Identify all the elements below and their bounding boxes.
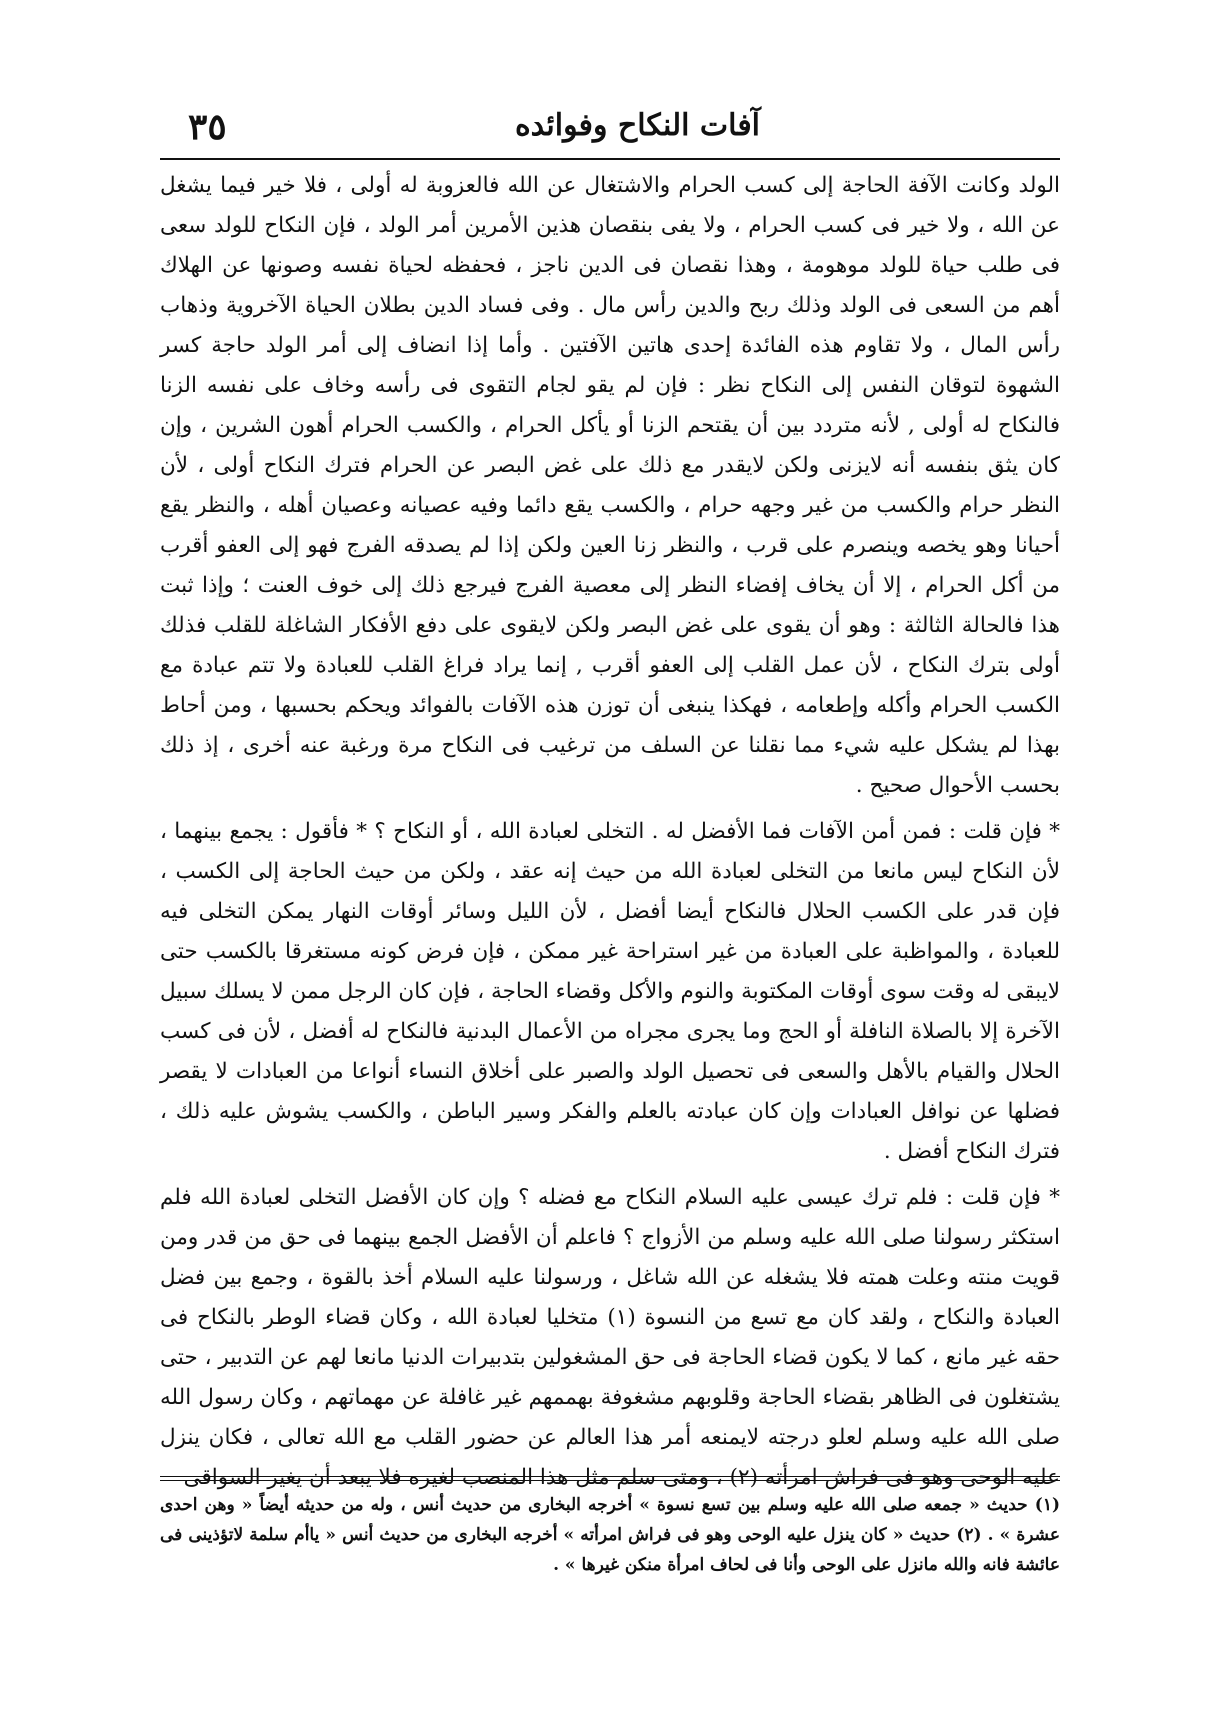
footnote-divider xyxy=(160,1476,1060,1477)
paragraph: الولد وكانت الآفة الحاجة إلى كسب الحرام والاشتغال عن الله فالعزوبة له أولى ، فلا خير فيما يشغل عن الله ، ولا خير فى كسب الحرام ، ولا يفى بنقصان هذين الأمرين أمر الولد ، فإن النكاح للولد سعى فى طلب حياة للولد موهومة ، وهذا نقصان فى الدين ناجز ، فحفظه لحياة نفسه وصونها عن الهلاك أهم من السعى فى الولد وذلك ربح والدين رأس مال . وفى فساد الدين بطلان الحياة الآخروية وذهاب رأس المال ، ولا تقاوم هذه الفائدة إحدى هاتين الآفتين . وأما إذا انضاف إلى أمر الولد حاجة كسر الشهوة لتوقان النفس إلى النكاح نظر : فإن لم يقو لجام التقوى فى رأسه وخاف على نفسه الزنا فالنكاح له أولى , لأنه متردد بين أن يقتحم الزنا أو يأكل الحرام ، والكسب الحرام أهون الشرين ، وإن كان يثق بنفسه أنه لايزنى ولكن لايقدر مع ذلك على غض البصر عن الحرام فترك النكاح أولى ، لأن النظر حرام والكسب من غير وجهه حرام ، والكسب يقع دائما وفيه عصيانه وعصيان أهله ، والنظر يقع أحيانا وهو يخصه وينصرم على قرب ، والنظر زنا العين ولكن إذا لم يصدقه الفرج فهو إلى العفو أقرب من أكل الحرام ، إلا أن يخاف إفضاء النظر إلى معصية الفرج فيرجع ذلك إلى خوف العنت ؛ وإذا ثبت هذا فالحالة الثالثة : وهو أن يقوى على غض البصر ولكن لايقوى على دفع الأفكار الشاغلة للقلب فذلك أولى بترك النكاح ، لأن عمل القلب إلى العفو أقرب , إنما يراد فراغ القلب للعبادة ولا تتم عبادة مع الكسب الحرام وأكله وإطعامه ، فهكذا ينبغى أن توزن هذه الآفات بالفوائد ويحكم بحسبها ، ومن أحاط بهذا لم يشكل عليه شيء مما نقلنا عن السلف من ترغيب فى النكاح مرة ورغبة عنه أخرى ، إذ ذلك بحسب الأحوال صحيح . xyxy=(160,173,1061,798)
main-text xyxy=(160,166,1060,1504)
paragraph: * فإن قلت : فمن أمن الآفات فما الأفضل له . التخلى لعبادة الله ، أو النكاح ؟ * فأقول : يجمع بينهما ، لأن النكاح ليس مانعا من التخلى لعبادة الله من حيث إنه عقد ، ولكن من حيث الحاجة إلى الكسب ، فإن قدر على الكسب الحلال فالنكاح أيضا أفضل ، لأن الليل وسائر أوقات النهار يمكن التخلى فيه للعبادة ، والمواظبة على العبادة من غير استراحة غير ممكن ، فإن فرض كونه مستغرقا بالكسب حتى لايبقى له وقت سوى أوقات المكتوبة والنوم والأكل وقضاء الحاجة ، فإن كان الرجل ممن لا يسلك سبيل الآخرة إلا بالصلاة النافلة أو الحج وما يجرى مجراه من الأعمال البدنية فالنكاح له أفضل ، لأن فى كسب الحلال والقيام بالأهل والسعى فى تحصيل الولد والصبر على أخلاق النساء أنواعا من العبادات لا يقصر فضلها عن نوافل العبادات وإن كان عبادته بالعلم والفكر وسير الباطن ، والكسب يشوش عليه ذلك ، فترك النكاح أفضل . xyxy=(160,819,1060,1164)
page-number: ٣٥ xyxy=(188,106,227,148)
header-divider xyxy=(160,158,1060,160)
footnote: (١) حديث « جمعه صلى الله عليه وسلم بين تسع نسوة » أخرجه البخارى من حديث أنس ، وله من حديثه أيضاً « وهن احدى عشرة » . (٢) حديث « كان ينزل عليه الوحى وهو فى فراش امرأته » أخرجه البخارى من حديث أنس « ياأم سلمة لاتؤذينى فى عائشة فانه والله مانزل على الوحى وأنا فى لحاف امرأة منكن غيرها » . xyxy=(160,1495,1060,1575)
paragraph: * فإن قلت : فلم ترك عيسى عليه السلام النكاح مع فضله ؟ وإن كان الأفضل التخلى لعبادة الله فلم استكثر رسولنا صلى الله عليه وسلم من الأزواج ؟ فاعلم أن الأفضل الجمع بينهما فى حق من قدر ومن قويت منته وعلت همته فلا يشغله عن الله شاغل ، ورسولنا عليه السلام أخذ بالقوة ، وجمع بين فضل العبادة والنكاح ، ولقد كان مع تسع من النسوة (١) متخليا لعبادة الله ، وكان قضاء الوطر بالنكاح فى حقه غير مانع ، كما لا يكون قضاء الحاجة فى حق المشغولين بتدبيرات الدنيا مانعا لهم عن التدبير ، حتى يشتغلون فى الظاهر بقضاء الحاجة وقلوبهم مشغوفة بهممهم غير غافلة عن مهماتهم ، وكان رسول الله صلى الله عليه وسلم لعلو درجته لايمنعه أمر هذا العالم عن حضور القلب مع الله تعالى ، فكان ينزل عليه الوحى وهو فى فراش امرأته (٢) ، ومتى سلم مثل هذا المنصب لغيره فلا يبعد أن يغير السواقى xyxy=(160,1185,1061,1490)
running-title: آفات النكاح وفوائده xyxy=(514,108,760,143)
running-header xyxy=(160,104,1060,156)
footnote-divider-double xyxy=(160,1480,1060,1481)
footnotes xyxy=(160,1490,1060,1580)
